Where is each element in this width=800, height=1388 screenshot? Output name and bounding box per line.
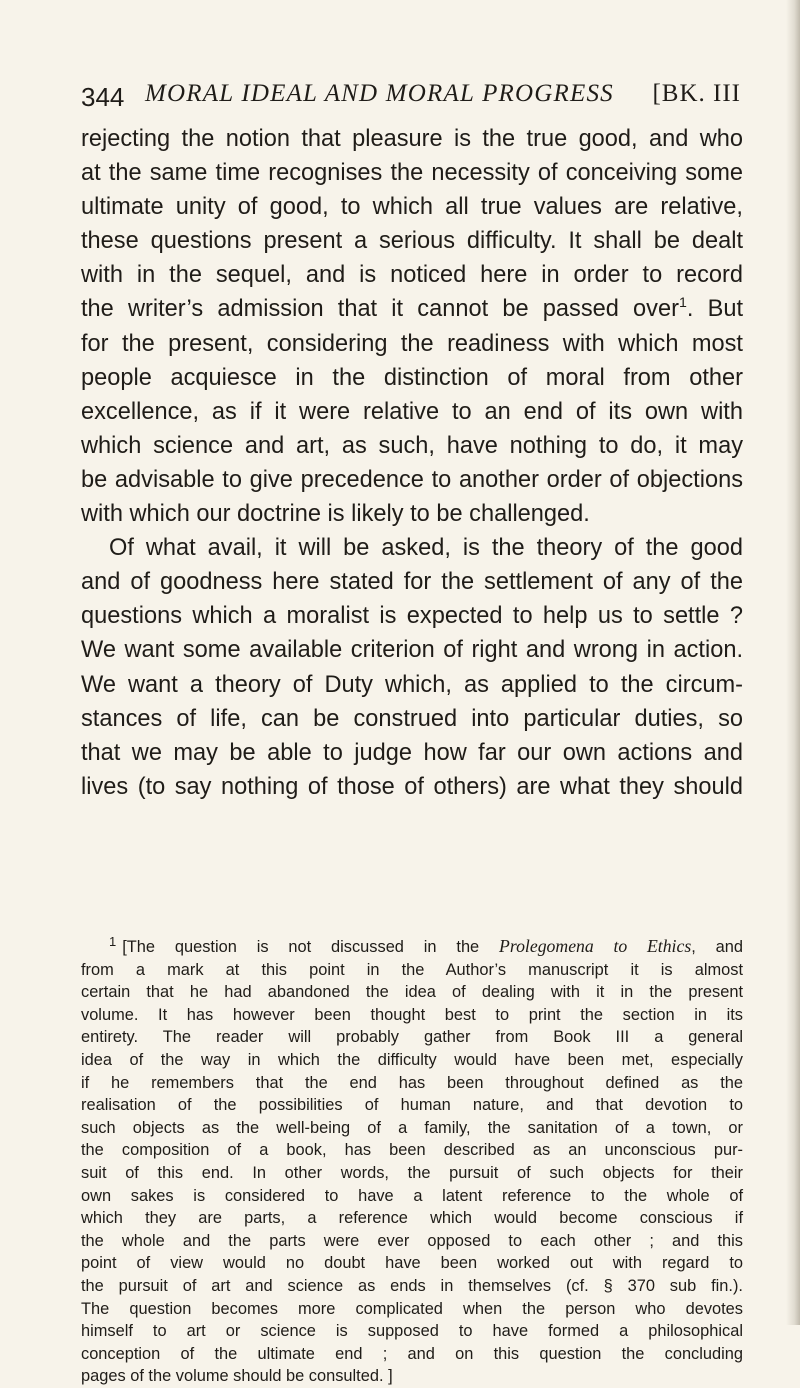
footnote-line: from a mark at this point in the Author’s manuscript it is almost bbox=[81, 960, 743, 979]
body-line: for the present, considering the readiness with which most bbox=[81, 330, 743, 357]
body-line: Of what avail, it will be asked, is the theory of the good bbox=[109, 535, 743, 562]
body-line: which science and art, as such, have nothing to do, it may bbox=[81, 432, 743, 459]
body-line: questions which a moralist is expected to help us to settle ? bbox=[81, 603, 743, 630]
footnote-line: conception of the ultimate end ; and on this question the concluding bbox=[81, 1344, 743, 1363]
body-line: We want some available criterion of right and wrong in action. bbox=[81, 637, 743, 664]
footnote-line: own sakes is considered to have a latent reference to the whole of bbox=[81, 1186, 743, 1205]
footnote-line: suit of this end. In other words, the pursuit of such objects for their bbox=[81, 1163, 743, 1182]
page-edge-shadow bbox=[786, 0, 800, 1325]
footnote-line: realisation of the possibilities of human nature, and that devotion to bbox=[81, 1096, 743, 1115]
body-text bbox=[81, 122, 743, 804]
footnote-line: idea of the way in which the difficulty would have been met, especially bbox=[81, 1050, 743, 1069]
body-line: ultimate unity of good, to which all true values are relative, bbox=[81, 194, 743, 221]
page-header bbox=[81, 76, 741, 116]
running-head: MORAL IDEAL AND MORAL PROGRESS bbox=[145, 80, 614, 107]
footnote-line: point of view would no doubt have been worked out with regard to bbox=[81, 1254, 743, 1273]
footnote-marker: 1 bbox=[109, 933, 117, 949]
body-line: lives (to say nothing of those of others) are what they should bbox=[81, 773, 743, 800]
footnote-text: , and bbox=[691, 938, 743, 956]
body-line: be advisable to give precedence to another order of objections bbox=[81, 466, 743, 493]
body-line: with in the sequel, and is noticed here in order to record bbox=[81, 262, 743, 289]
body-line: that we may be able to judge how far our own actions and bbox=[81, 739, 743, 766]
body-line-text: . But bbox=[686, 296, 743, 323]
footnote-reference[interactable]: 1 bbox=[678, 295, 687, 312]
footnote-line bbox=[81, 935, 743, 959]
footnote-line: entirety. The reader will probably gather from Book III a general bbox=[81, 1028, 743, 1047]
body-line: rejecting the notion that pleasure is the true good, and who bbox=[81, 126, 743, 152]
body-line-with-footnote bbox=[81, 292, 743, 326]
footnote bbox=[81, 935, 743, 1388]
footnote-line: himself to art or science is supposed to have formed a philosophical bbox=[81, 1322, 743, 1341]
body-line-text: the writer’s admission that it cannot be passed over bbox=[81, 296, 679, 323]
footnote-line: volume. It has however been thought best to print the section in its bbox=[81, 1005, 743, 1024]
body-line: with which our doctrine is likely to be challenged. bbox=[81, 501, 590, 528]
body-line: people acquiesce in the distinction of moral from other bbox=[81, 364, 743, 391]
body-line: excellence, as if it were relative to an end of its own with bbox=[81, 398, 743, 425]
body-line: these questions present a serious difficulty. It shall be dealt bbox=[81, 228, 743, 255]
footnote-line: such objects as the well-being of a family, the sanitation of a town, or bbox=[81, 1118, 743, 1137]
footnote-line: The question becomes more complicated when the person who devotes bbox=[81, 1299, 743, 1318]
body-line: We want a theory of Duty which, as applied to the circum- bbox=[81, 671, 743, 698]
footnote-text: [The question is not discussed in the bbox=[122, 938, 500, 956]
footnote-line: certain that he had abandoned the idea of dealing with it in the present bbox=[81, 983, 743, 1002]
body-line: at the same time recognises the necessity of conceiving some bbox=[81, 160, 743, 187]
footnote-line: the composition of a book, has been described as an unconscious pur- bbox=[81, 1141, 743, 1160]
book-reference: [BK. III bbox=[652, 80, 741, 107]
footnote-line: the pursuit of art and science as ends in themselves (cf. § 370 sub fin.). bbox=[81, 1276, 743, 1295]
body-line: stances of life, can be construed into particular duties, so bbox=[81, 705, 743, 732]
body-line: and of goodness here stated for the settlement of any of the bbox=[81, 569, 743, 596]
footnote-title: Prolegomena to Ethics bbox=[499, 936, 692, 956]
footnote-line: if he remembers that the end has been throughout defined as the bbox=[81, 1073, 743, 1092]
footnote-line: which they are parts, a reference which would become conscious if bbox=[81, 1209, 743, 1228]
footnote-line: pages of the volume should be consulted. ] bbox=[81, 1367, 393, 1386]
footnote-line: the whole and the parts were ever opposed to each other ; and this bbox=[81, 1231, 743, 1250]
page-number: 344 bbox=[81, 82, 125, 112]
